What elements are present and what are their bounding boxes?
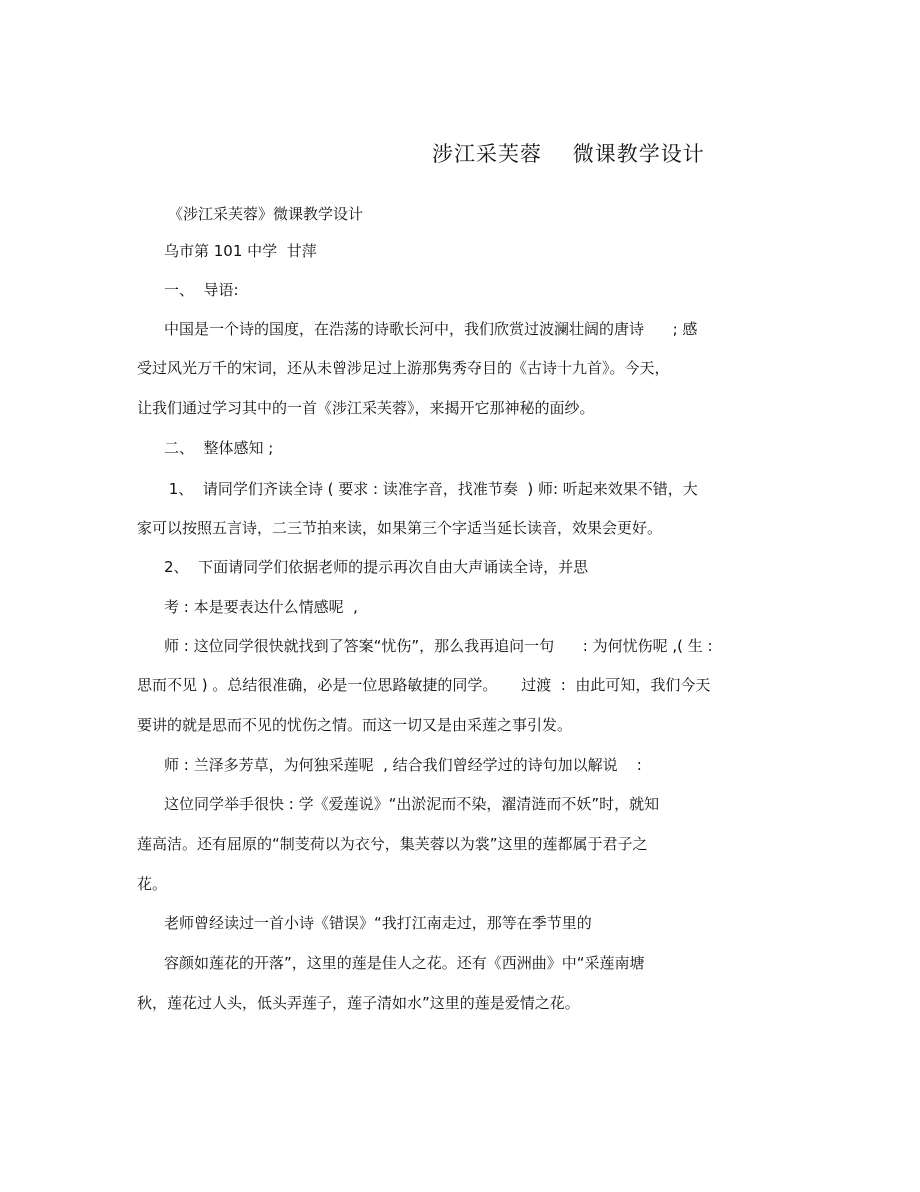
body-line: 中国是一个诗的国度，在浩荡的诗歌长河中，我们欣赏过波澜壮阔的唐诗 ; 感 <box>164 320 698 338</box>
page-title: 涉江采芙蓉 微课教学设计 <box>432 142 705 166</box>
author-line: 乌市第 101 中学 甘萍 <box>164 242 317 260</box>
body-line: 让我们通过学习其中的一首《涉江采芙蓉》，来揭开它那神秘的面纱。 <box>137 399 595 417</box>
body-line: 师 : 兰泽多芳草，为何独采莲呢 , 结合我们曾经学过的诗句加以解说 : <box>164 756 642 774</box>
section-heading-overview: 二、 整体感知 ; <box>164 439 274 457</box>
body-line: 莲高洁。还有屈原的“制芰荷以为衣兮，集芙蓉以为裳”这里的莲都属于君子之 <box>137 835 648 853</box>
body-line: 1、 请同学们齐读全诗 ( 要求 : 读准字音，找准节奏 ) 师: 听起来效果不错，大 <box>164 480 698 498</box>
subtitle-line: 《涉江采芙蓉》微课教学设计 <box>168 205 364 223</box>
body-line: 老师曾经读过一首小诗《错误》“我打江南走过，那等在季节里的 <box>164 914 592 932</box>
body-line: 受过风光万千的宋词，还从未曾涉足过上游那隽秀夺目的《古诗十九首》。今天， <box>137 359 670 377</box>
body-line: 容颜如莲花的开落”，这里的莲是佳人之花。还有《西洲曲》中“采莲南塘 <box>164 954 645 972</box>
body-line: 要讲的就是思而不见的忧伤之情。而这一切又是由采莲之事引发。 <box>137 716 573 734</box>
body-line: 花。 <box>137 875 168 893</box>
body-line: 2、 下面请同学们依据老师的提示再次自由大声诵读全诗，并思 <box>164 558 589 576</box>
body-line: 秋，莲花过人头，低头弄莲子，莲子清如水”这里的莲是爱情之花。 <box>137 994 580 1012</box>
body-line: 这位同学举手很快 : 学《爱莲说》“出淤泥而不染，濯清涟而不妖”时，就知 <box>164 795 660 813</box>
body-line: 考 : 本是要表达什么情感呢 , <box>164 598 358 616</box>
body-line: 思而不见 ) 。总结很准确，必是一位思路敏捷的同学。 过渡 : 由此可知，我们今天 <box>137 676 711 694</box>
section-heading-intro: 一、 导语: <box>164 281 239 299</box>
body-line: 师 : 这位同学很快就找到了答案“忧伤”，那么我再追问一句 : 为何忧伤呢 ,( 生 : <box>164 637 713 655</box>
body-line: 家可以按照五言诗，二三节拍来读，如果第三个字适当延长读音，效果会更好。 <box>137 519 663 537</box>
